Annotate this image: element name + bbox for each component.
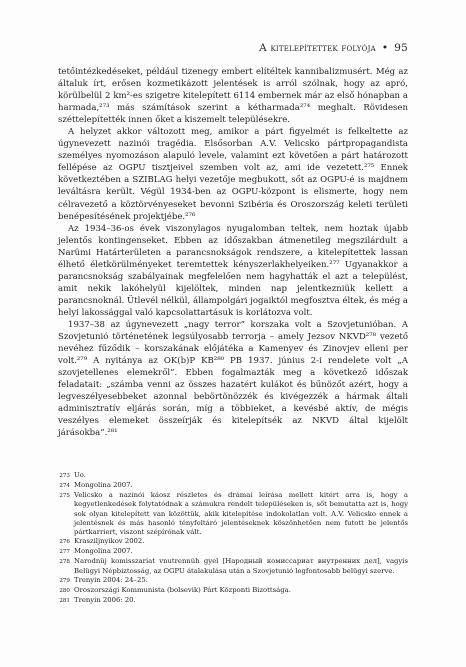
footnote-text: Uo. — [74, 471, 86, 479]
body-text — [58, 66, 408, 439]
footnote-text: Mongolina 2007. — [74, 547, 133, 556]
footnote-text: Velicsko a nazinói káosz részletes és drámai leírása mellett kitért arra is, hogy a kegyetlenkedések folytatódnak a számukra rendelt településeken is, sőt bemutatta azt is, hogy sok olyan kitelepített van közöttük, akik kitelepítése indokolatlan volt. A.V. Velicsko ennek a jelentésnek és más hasonló tényfeltáró jelentéseknek köszönhetően nem futott be jelentős pártkarriert, viszont szépírónak vált. — [74, 491, 408, 536]
footnote — [58, 557, 408, 575]
footnotes — [58, 471, 408, 606]
footnote-number: 275 — [59, 493, 70, 500]
footnote-text: Mongolina 2007. — [74, 481, 133, 490]
footnote — [58, 547, 408, 557]
footnote-number: 280 — [59, 587, 70, 594]
paragraph: tetőintézkedéseket, például tizenegy embert elítéltek kannibalizmusért. Még az általuk írt, erősen kozmetikázott jelentések is arról szólnak, hogy az apró, körülbelül 2 km²-es szigetre kitelepített 6114 embernek már az első hónapban a harmada,²⁷³ más számítások szerint a kétharmada²⁷⁴ meghalt. Rövidesen széttelepítették innen őket a kiszemelt településekre. — [58, 67, 408, 126]
footnote-number: 274 — [59, 483, 70, 490]
footnote — [58, 576, 408, 586]
footnote-text: Trenyin 2006: 20. — [74, 596, 136, 605]
page-number: 95 — [394, 42, 408, 54]
footnote-text: Trenyin 2004: 24–25. — [74, 575, 148, 584]
footnote — [58, 537, 408, 547]
paragraph: Az 1934–36-os évek viszonylagos nyugalomban teltek, nem hoztak újabb jelentős kontingenseket. Ebben az időszakban átmenetileg megszilárdult a Narümi Határterületen a parancsnokságok rendszere, a kitelepítettek lassan élhető életkörülményeket teremtettek kényszerlakhelyeiken.²⁷⁷ Ugyanakkor a parancsnokság szabályainak megfelelően nem hagyhatták el azt a települést, amit nekik lakóhelyül kijelöltek, minden nap jelentkezniük kellett a parancsnoknál. Ütlevél nélkül, állampolgári jogaiktól megfosztva éltek, és még a helyi lakossággal való kapcsolattartásuk is korlátozva volt. — [58, 223, 408, 318]
footnote — [58, 481, 408, 491]
footnote — [58, 586, 408, 596]
footnote-number: 276 — [59, 539, 70, 546]
footnote — [58, 471, 408, 481]
footnote-number: 277 — [59, 549, 70, 556]
footnote-text: Oroszországi Kommunista (bolsevik) Párt Központi Bizottsága. — [74, 585, 291, 594]
paragraph: A helyzet akkor változott meg, amikor a párt figyelmét is felkeltette az úgynevezett nazinói tragédia. Elsősorban A.V. Velicsko pártpropagandista személyes nyomozáson alapuló levele, valamint ezt követően a párt határozott fellépése az OGPU tisztjeivel szemben volt az, ami ide vezetett.²⁷⁵ Ennek következtében a SZIBLAG helyi vezetője megbukott, sőt az OGPU-é is majdnem leváltásra került. Végül 1934-ben az OGPU-központ is elismerte, hogy nem célravezető a köztörvényeseket bevonni Szibéria és Oroszország keleti területi benépesítésének projektjébe.²⁷⁶ — [58, 127, 408, 222]
footnote-number: 281 — [59, 598, 70, 605]
running-head-bullet: • — [381, 42, 389, 54]
footnote-number: 279 — [59, 577, 70, 584]
footnote-text: Krasziljnyikov 2002. — [74, 537, 145, 546]
footnote — [58, 491, 408, 537]
paragraph: 1937–38 az úgynevezett „nagy terror” korszaka volt a Szovjetunióban. A Szovjetunió történetének legsúlyosabb terrorja – amely Jezsov NKVD²⁷⁸ vezető nevéhez fűződik – korszakának előjátéka a Kamenyev és Zinovjev elleni per volt.²⁷⁹ A nyitánya az OK(b)P KB²⁸⁰ PB 1937. június 2-i rendelete volt „A szovjetellenes elemekről”. Ebben fogalmazták meg a következő időszak feladatait: „számba venni az összes hazatért kulákot és bűnözőt azért, hogy a legveszélyesebbeket azonnal bebörtönözzék és kivégezzék a hármak általi adminisztratív eljárás során, míg a többieket, a kevésbé aktív, de mégis veszélyes elemeket összeírják és kitelepítsék az NKVD által kijelölt járásokba”.²⁸¹ — [58, 319, 408, 439]
running-head-title: A kitelepítettek folyója — [259, 42, 376, 54]
running-head — [259, 42, 408, 54]
footnote-number: 278 — [59, 559, 70, 566]
footnote — [58, 596, 408, 606]
footnote-number: 273 — [59, 473, 70, 479]
footnote-text: Narodnüj komisszariat vnutrennüh gyel [Народный комиссариат внутренних дел], vagyis Belügyi Népbiztosság, az OGPU átalakulása után a Szovjetunió legfontosabb belügyi szerve. — [74, 557, 408, 575]
